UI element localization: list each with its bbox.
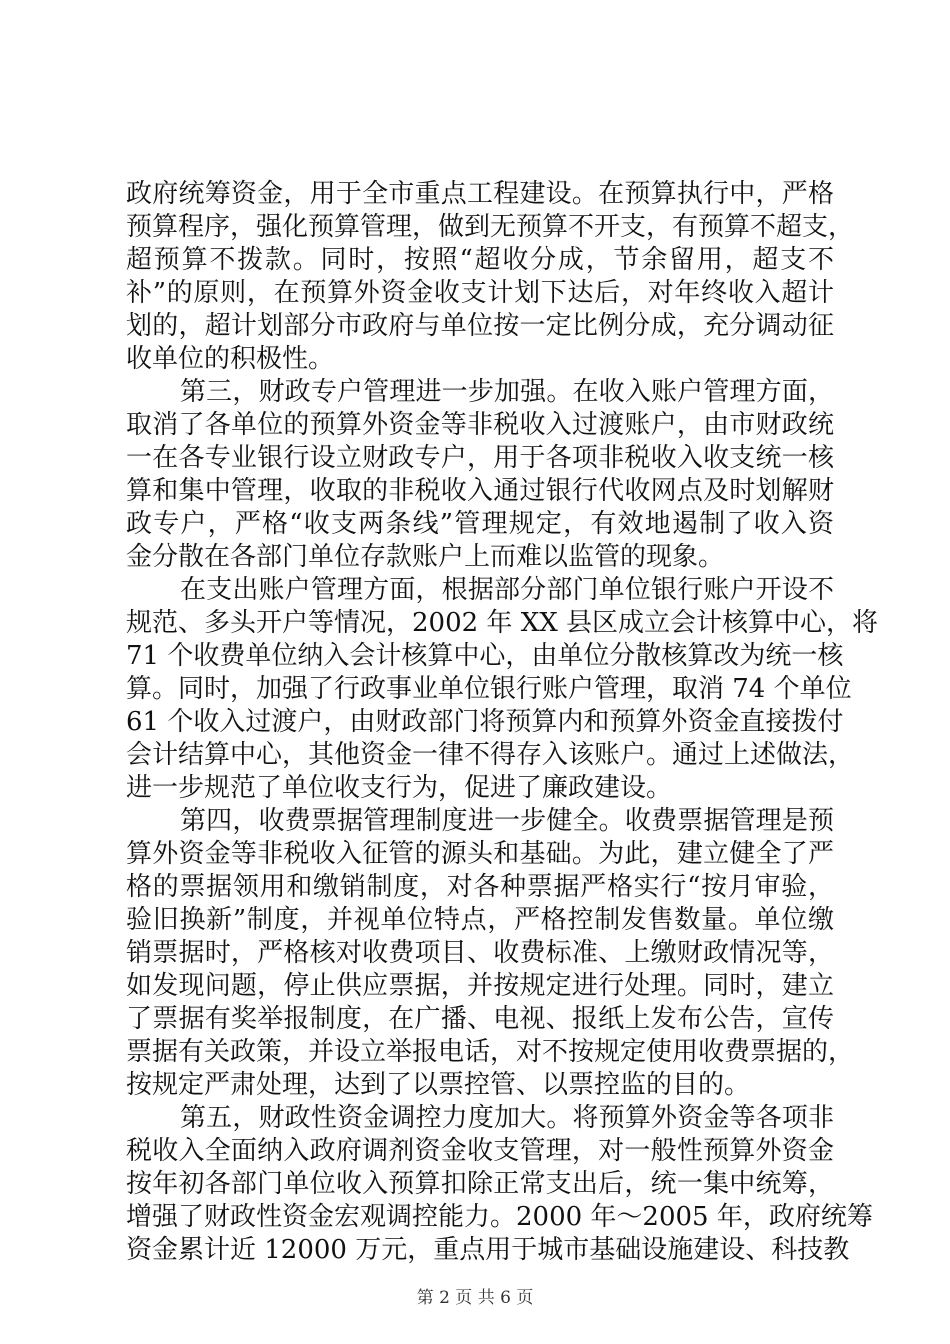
- text-line: 划的，超计划部分市政府与单位按一定比例分成，充分调动征: [126, 311, 834, 341]
- text-line: 预算程序，强化预算管理，做到无预算不开支，有预算不超支，: [126, 212, 855, 242]
- page-footer: [0, 1287, 950, 1309]
- text-line: 算和集中管理，收取的非税收入通过银行代收网点及时划解财: [126, 476, 834, 506]
- text-line: 取消了各单位的预算外资金等非税收入过渡账户，由市财政统: [126, 410, 834, 440]
- text-line: 第五，财政性资金调控力度加大。将预算外资金等各项非: [180, 1103, 834, 1133]
- text-line: 超预算不拨款。同时，按照“超收分成，节余留用，超支不: [126, 245, 834, 275]
- text-line: 在支出账户管理方面，根据部分部门单位银行账户开设不: [180, 575, 834, 605]
- text-line: 格的票据领用和缴销制度，对各种票据严格实行“按月审验，: [126, 872, 834, 902]
- text-line: 61 个收入过渡户，由财政部门将预算内和预算外资金直接拨付: [126, 707, 844, 737]
- text-line: 收单位的积极性。: [126, 344, 335, 374]
- text-line: 销票据时，严格核对收费项目、收费标准、上缴财政情况等，: [126, 938, 834, 968]
- page-number-label: 第 2 页 共 6 页: [416, 1288, 534, 1308]
- text-line: 进一步规范了单位收支行为，促进了廉政建设。: [126, 773, 673, 803]
- text-line: 71 个收费单位纳入会计核算中心，由单位分散核算改为统一核: [126, 641, 844, 671]
- text-line: 算。同时，加强了行政事业单位银行账户管理，取消 74 个单位: [126, 674, 852, 704]
- text-line: 政府统筹资金，用于全市重点工程建设。在预算执行中，严格: [126, 179, 834, 209]
- text-line: 如发现问题，停止供应票据，并按规定进行处理。同时，建立: [126, 971, 834, 1001]
- text-line: 了票据有奖举报制度，在广播、电视、报纸上发布公告，宣传: [126, 1004, 834, 1034]
- text-line: 资金累计近 12000 万元，重点用于城市基础设施建设、科技教: [126, 1235, 850, 1265]
- text-line: 第四，收费票据管理制度进一步健全。收费票据管理是预: [180, 806, 834, 836]
- text-line: 验旧换新”制度，并视单位特点，严格控制发售数量。单位缴: [126, 905, 834, 935]
- text-line: 一在各专业银行设立财政专户，用于各项非税收入收支统一核: [126, 443, 834, 473]
- text-line: 算外资金等非税收入征管的源头和基础。为此，建立健全了严: [126, 839, 834, 869]
- text-line: 第三，财政专户管理进一步加强。在收入账户管理方面，: [180, 377, 834, 407]
- text-line: 金分散在各部门单位存款账户上而难以监管的现象。: [126, 542, 725, 572]
- text-line: 补”的原则，在预算外资金收支计划下达后，对年终收入超计: [126, 278, 834, 308]
- text-line: 规范、多头开户等情况，2002 年 XX 县区成立会计核算中心，将: [126, 608, 878, 638]
- text-line: 按年初各部门单位收入预算扣除正常支出后，统一集中统筹，: [126, 1169, 834, 1199]
- text-line: 税收入全面纳入政府调剂资金收支管理，对一般性预算外资金: [126, 1136, 834, 1166]
- text-line: 按规定严肃处理，达到了以票控管、以票控监的目的。: [126, 1070, 751, 1100]
- document-body: [126, 178, 878, 1267]
- text-line: 增强了财政性资金宏观调控能力。2000 年～2005 年，政府统筹: [126, 1202, 873, 1232]
- text-line: 政专户，严格“收支两条线”管理规定，有效地遏制了收入资: [126, 509, 834, 539]
- text-line: 票据有关政策，并设立举报电话，对不按规定使用收费票据的，: [126, 1037, 855, 1067]
- text-line: 会计结算中心，其他资金一律不得存入该账户。通过上述做法，: [126, 740, 855, 770]
